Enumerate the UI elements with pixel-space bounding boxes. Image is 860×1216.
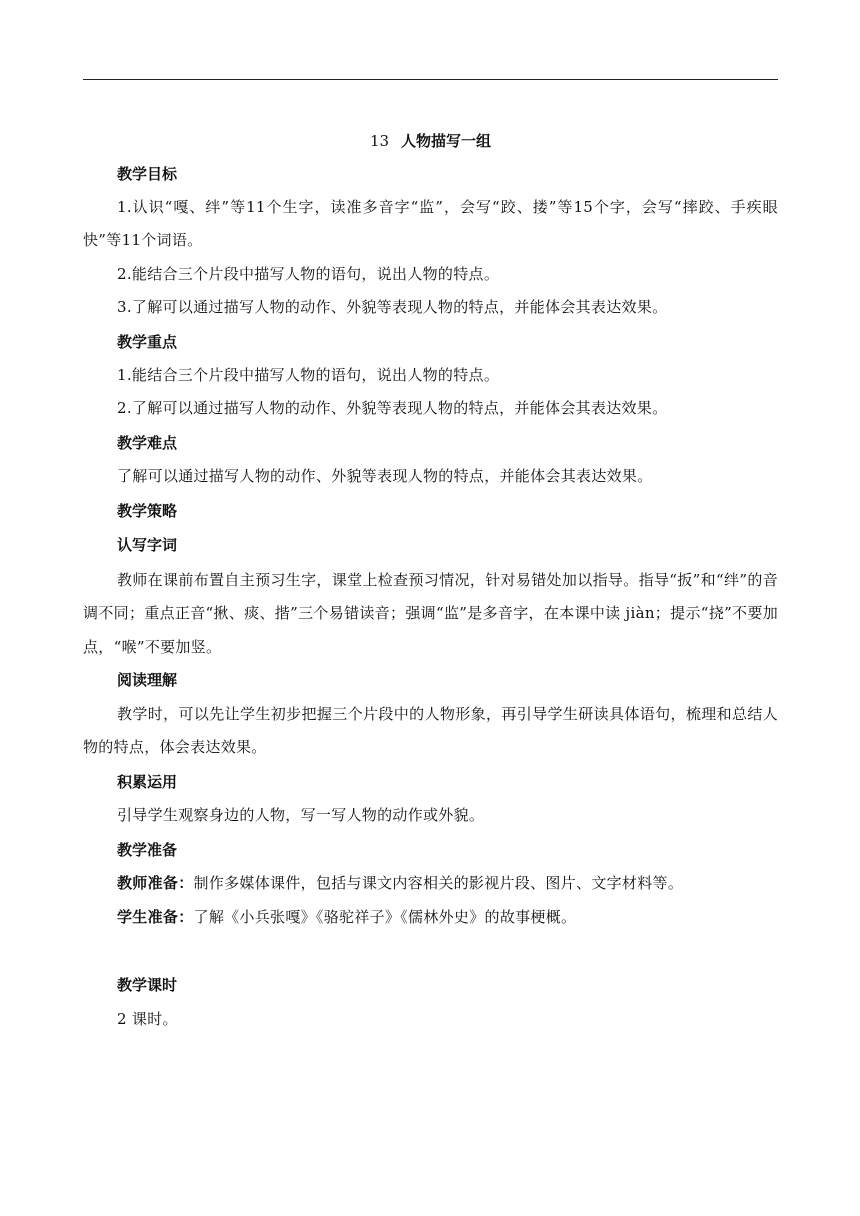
word-learning-text: 教师在课前布置自主预习生字，课堂上检查预习情况，针对易错处加以指导。指导“扳”和“绊”的音调不同；重点正音“揪、痰、揩”三个易错读音；强调“监”是多音字，在本课中读 jiàn；提示“挠”不要加点，“喉”不要加竖。 xyxy=(83,571,778,656)
heading-teaching-focus: 教学重点 xyxy=(117,333,178,351)
class-periods-text: 2 课时。 xyxy=(117,1010,178,1028)
teacher-preparation-text: 制作多媒体课件，包括与课文内容相关的影视片段、图片、文字材料等。 xyxy=(193,874,684,892)
heading-teaching-difficulty: 教学难点 xyxy=(117,434,178,452)
difficulty-item: 了解可以通过描写人物的动作、外貌等表现人物的特点，并能体会其表达效果。 xyxy=(117,467,653,485)
focus-item-2: 2.了解可以通过描写人物的动作、外貌等表现人物的特点，并能体会其表达效果。 xyxy=(117,399,668,417)
student-preparation-label: 学生准备： xyxy=(117,908,194,926)
lesson-title-text: 人物描写一组 xyxy=(401,132,492,150)
student-preparation xyxy=(83,901,778,934)
goal-item-2: 2.能结合三个片段中描写人物的语句，说出人物的特点。 xyxy=(117,265,500,283)
teacher-preparation-label: 教师准备： xyxy=(117,874,194,892)
subheading-word-learning: 认写字词 xyxy=(117,536,178,554)
lesson-title xyxy=(83,130,778,152)
lesson-number: 13 xyxy=(369,132,390,150)
heading-teaching-preparation: 教学准备 xyxy=(117,841,178,859)
teacher-preparation xyxy=(83,867,778,900)
goal-item-3: 3.了解可以通过描写人物的动作、外貌等表现人物的特点，并能体会其表达效果。 xyxy=(117,298,668,316)
reading-text: 教学时，可以先让学生初步把握三个片段中的人物形象，再引导学生研读具体语句，梳理和总结人物的特点，体会表达效果。 xyxy=(83,705,778,757)
subheading-reading: 阅读理解 xyxy=(117,671,178,689)
heading-teaching-strategy: 教学策略 xyxy=(117,502,178,520)
heading-class-periods: 教学课时 xyxy=(117,976,178,994)
focus-item-1: 1.能结合三个片段中描写人物的语句，说出人物的特点。 xyxy=(117,366,500,384)
subheading-practice: 积累运用 xyxy=(117,773,178,791)
goal-item-1: 1.认识“嘎、绊”等11个生字，读准多音字“监”，会写“跤、搂”等15个字，会写“摔跤、手疾眼快”等11个词语。 xyxy=(83,198,778,250)
heading-teaching-goals: 教学目标 xyxy=(117,165,178,183)
header-rule xyxy=(83,79,778,80)
student-preparation-text: 了解《小兵张嘎》《骆驼祥子》《儒林外史》的故事梗概。 xyxy=(193,908,577,926)
practice-text: 引导学生观察身边的人物，写一写人物的动作或外貌。 xyxy=(117,806,485,824)
